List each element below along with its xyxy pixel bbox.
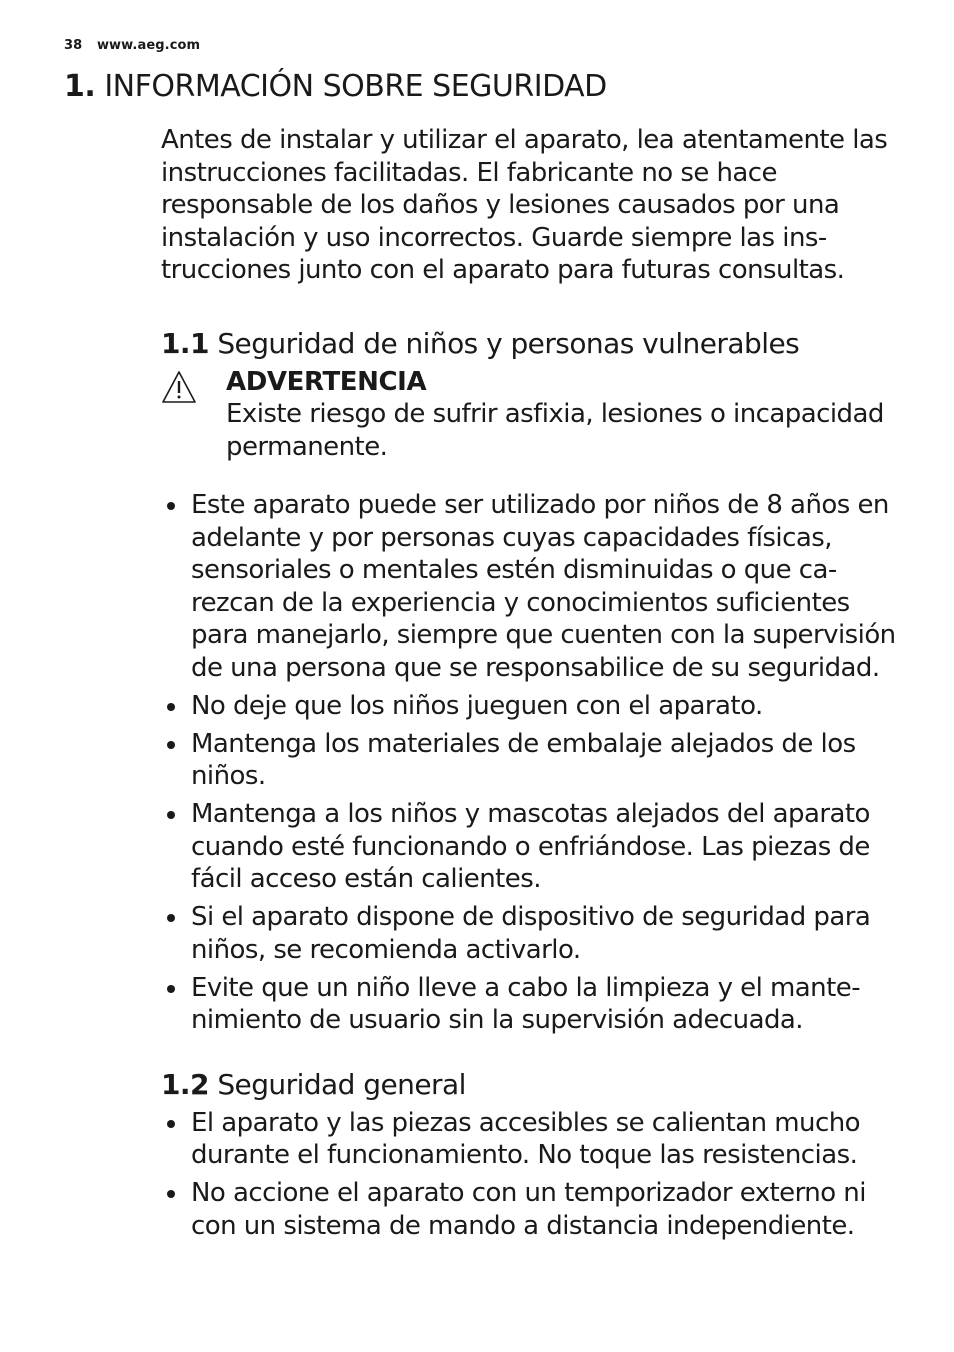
section-number: 1.1 <box>161 326 209 360</box>
section-heading-1-2 <box>161 1065 901 1105</box>
warning-triangle-icon <box>161 370 197 404</box>
section-title: Seguridad de niños y personas vulnerables <box>217 326 800 360</box>
warning-text: Existe riesgo de sufrir asfixia, lesiones o incapacidad permanente. <box>226 399 884 462</box>
page-header <box>64 38 200 53</box>
section-title: Seguridad general <box>217 1067 466 1101</box>
list-item: Evite que un niño lleve a cabo la limpieza y el mantenimiento de usuario sin la supervisión adecuada. <box>161 972 901 1037</box>
section-heading-1-1 <box>161 324 901 364</box>
page-number: 38 <box>64 38 83 53</box>
list-item: Mantenga a los niños y mascotas alejados del aparato cuando esté funcionando o enfriándose. Las piezas de fácil acceso están calientes. <box>161 798 901 896</box>
main-content <box>161 124 901 1248</box>
warning-block <box>161 366 901 464</box>
chapter-number: 1. <box>64 69 96 104</box>
list-item: No accione el aparato con un temporizador externo ni con un sistema de mando a distancia independiente. <box>161 1177 901 1242</box>
intro-paragraph: Antes de instalar y utilizar el aparato, lea atentamente las instrucciones facilitadas. El fabricante no se hace responsable de los daños y lesiones causados por una instalación y uso incorrectos. Guarde siempre las instrucciones junto con el aparato para futuras consultas. <box>161 125 888 285</box>
list-item: Si el aparato dispone de dispositivo de seguridad para niños, se recomienda activarlo. <box>161 901 901 966</box>
section-2-list <box>161 1107 901 1243</box>
list-item: No deje que los niños jueguen con el aparato. <box>161 690 901 723</box>
chapter-title-text: INFORMACIÓN SOBRE SEGURIDAD <box>104 69 607 104</box>
section-1-list <box>161 489 901 1037</box>
warning-title: ADVERTENCIA <box>226 366 427 397</box>
section-number: 1.2 <box>161 1067 209 1101</box>
list-item: Mantenga los materiales de embalaje alejados de los niños. <box>161 728 901 793</box>
website-link[interactable]: www.aeg.com <box>96 38 201 53</box>
list-item: Este aparato puede ser utilizado por niños de 8 años en adelante y por personas cuyas capacidades físicas, sensoriales o mentales estén disminuidas o que carezcan de la experiencia y conocimientos suficientes para manejarlo, siempre que cuenten con la supervisión de una persona que se responsabilice de su seguridad. <box>161 489 901 684</box>
chapter-title <box>64 66 607 108</box>
list-item: El aparato y las piezas accesibles se calientan mucho durante el funcionamiento. No toque las resistencias. <box>161 1107 901 1172</box>
